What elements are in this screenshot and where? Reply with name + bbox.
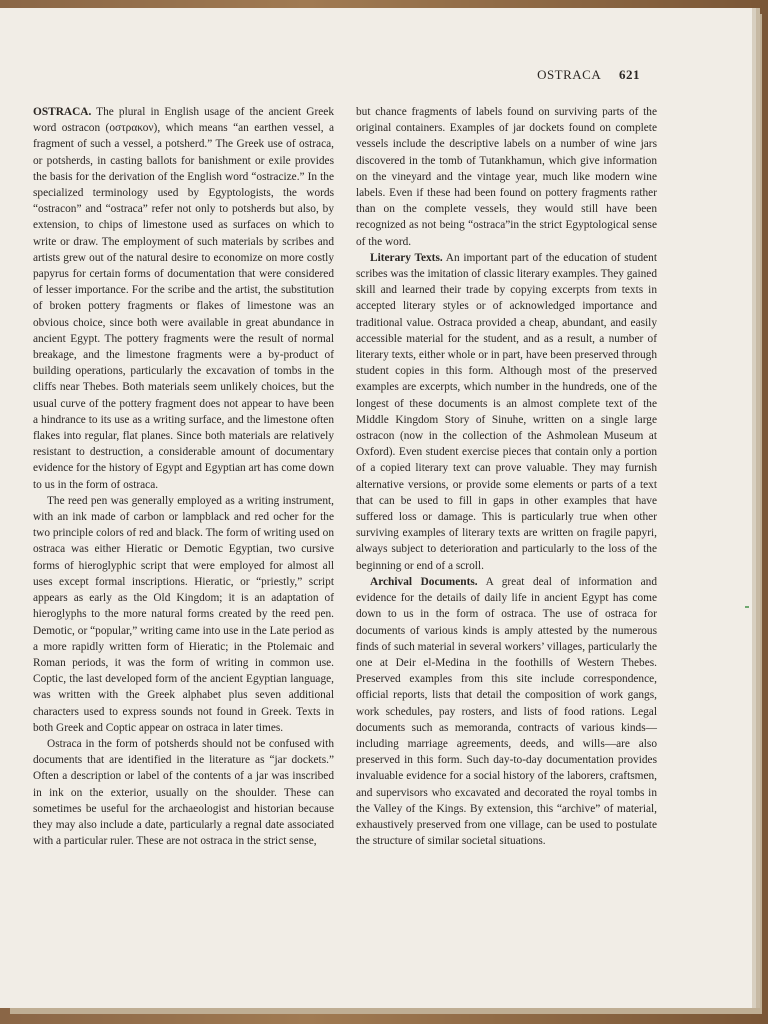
paragraph-literary-texts [356, 250, 657, 574]
running-head [537, 67, 640, 83]
paragraph-text: The plural in English usage of the ancient Greek word ostracon (οστρακον), which means “an earthen vessel, a fragment of such a vessel, a potsherd.” The Greek use of ostraca, or potsherds, in casting ballots for banishment or exile provides the basis for the derivation of the English word “ostracize.” In the specialized terminology used by Egyptologists, the words “ostracon” and “ostraca” refer not only to potsherds but also, by extension, to chips of limestone used as surfaces on which to write or draw. The employment of such materials by scribes and artists grew out of the natural desire to economize on more costly papyrus for certain forms of documentation that were considered of lesser importance. For the scribe and the artist, the substitution of broken pottery fragments or flakes of limestone was an obvious choice, since both were available in great abundance in ancient Egypt. The pottery fragments were the result of normal breakage, and the limestone fragments were a by-product of building operations, particularly the excavation of tombs in the cliffs near Thebes. Both materials seem unlikely choices, but the usual curve of the pottery fragment does not appear to have been a hindrance to its use as a writing surface, and the limestone often flakes into regular, flat planes. Since both materials are relatively resistant to destruction, a considerable amount of documentary evidence for the history of Egypt and Egyptian art has come down to us in the form of ostraca. [33, 106, 334, 491]
paragraph-reed-pen [33, 493, 334, 736]
paragraph-archival-documents [356, 574, 657, 849]
margin-speck [745, 606, 749, 608]
paragraph-text: An important part of the education of student scribes was the imitation of classic literary examples. They gained skill and learned their trade by copying excerpts from texts in accepted literary styles or of acknowledged importance and traditional value. Ostraca provided a cheap, abundant, and easily accessible material for the student, and as a result, a number of literary texts, either whole or in part, have been preserved through student copies in this form. Although most of the preserved examples are excerpts, which number in the hundreds, one of the longest of these documents is an almost complete text of the Middle Kingdom Story of Sinuhe, written on a single large ostracon (now in the collection of the Ashmolean Museum at Oxford). Even student exercise pieces that contain only a portion of a copied literary text can prove valuable. They may furnish alternative versions, or provide some elements or parts of a text that can be used to fill in gaps in other examples that have suffered loss or damage. This is particularly true when other surviving examples of literary texts are written on fragile papyri, always subject to deterioration and particularly to the loss of the beginning or end of a scroll. [356, 251, 657, 572]
paragraph-continued [356, 104, 657, 250]
paragraph-text: The reed pen was generally employed as a writing instrument, with an ink made of carbon or lampblack and red ocher for the two principle colors of red and black. The form of writing used on ostraca was either Hieratic or Demotic Egyptian, two cursive forms of hieroglyphic script that were employed for almost all uses except formal inscriptions. Hieratic, or “priestly,” script appears as early as the Old Kingdom; it is an adaptation of hieroglyphs to the more natural forms created by the reed pen. Demotic, or “popular,” writing came into use in the Late period as a more rapidly written form of Hieratic; in the Ptolemaic and Roman periods, it was the form of writing in common use. Coptic, the last developed form of the ancient Egyptian language, was written with the Greek alphabet plus seven additional characters used to express sounds not found in Greek. Texts in both Greek and Coptic appear on ostraca in later times. [33, 494, 334, 734]
paragraph-ostraca-intro [33, 104, 334, 493]
book-page [0, 8, 752, 1008]
paragraph-text: Ostraca in the form of potsherds should not be confused with documents that are identified in the literature as “jar dockets.” Often a description or label of the contents of a jar was inscribed in ink on the exterior, usually on the shoulder. These can sometimes be useful for the archaeologist and historian because they may also include a date, particularly a regnal date associated with a particular ruler. These are not ostraca in the strict sense, [33, 737, 334, 848]
page-number: 621 [619, 67, 640, 82]
running-head-title: OSTRACA [537, 67, 602, 82]
section-heading-literary-texts: Literary Texts. [370, 251, 443, 264]
entry-heading: OSTRACA. [33, 106, 92, 118]
paragraph-jar-dockets [33, 736, 334, 849]
paragraph-text: but chance fragments of labels found on surviving parts of the original containers. Examples of jar dockets found on complete vessels include the descriptive labels on a number of wine jars discovered in the tomb of Tutankhamun, which give information on the vineyard and the vintage year, much like modern wine labels. Even if these had been found on pottery fragments rather than on the complete vessels, they would still have been recognized as not being “ostraca”in the strict Egyptological sense of the word. [356, 106, 657, 248]
section-heading-archival-documents: Archival Documents. [370, 575, 478, 588]
paragraph-text: A great deal of information and evidence for the details of daily life in ancient Egypt has come down to us in the form of ostraca. The use of ostraca for documents of various kinds is amply attested by the numerous finds of such material in several workers’ villages, particularly the one at Deir el-Medina in the foothills of Western Thebes. Preserved examples from this site include correspondence, official reports, lists that detail the composition of work gangs, work schedules, pay rosters, and lists of food rations. Legal documents such as memoranda, contracts of various kinds—including marriage agreements, deeds, and wills—are also preserved in this form. Such day-to-day documentation provides invaluable evidence for a social history of the laborers, craftsmen, and supervisors who excavated and decorated the royal tombs in the Valley of the Kings. By extension, this “archive” of material, exhaustively preserved from one village, can be used to postulate the structure of similar societal situations. [356, 575, 657, 848]
right-column [356, 104, 657, 849]
left-column [33, 104, 334, 849]
